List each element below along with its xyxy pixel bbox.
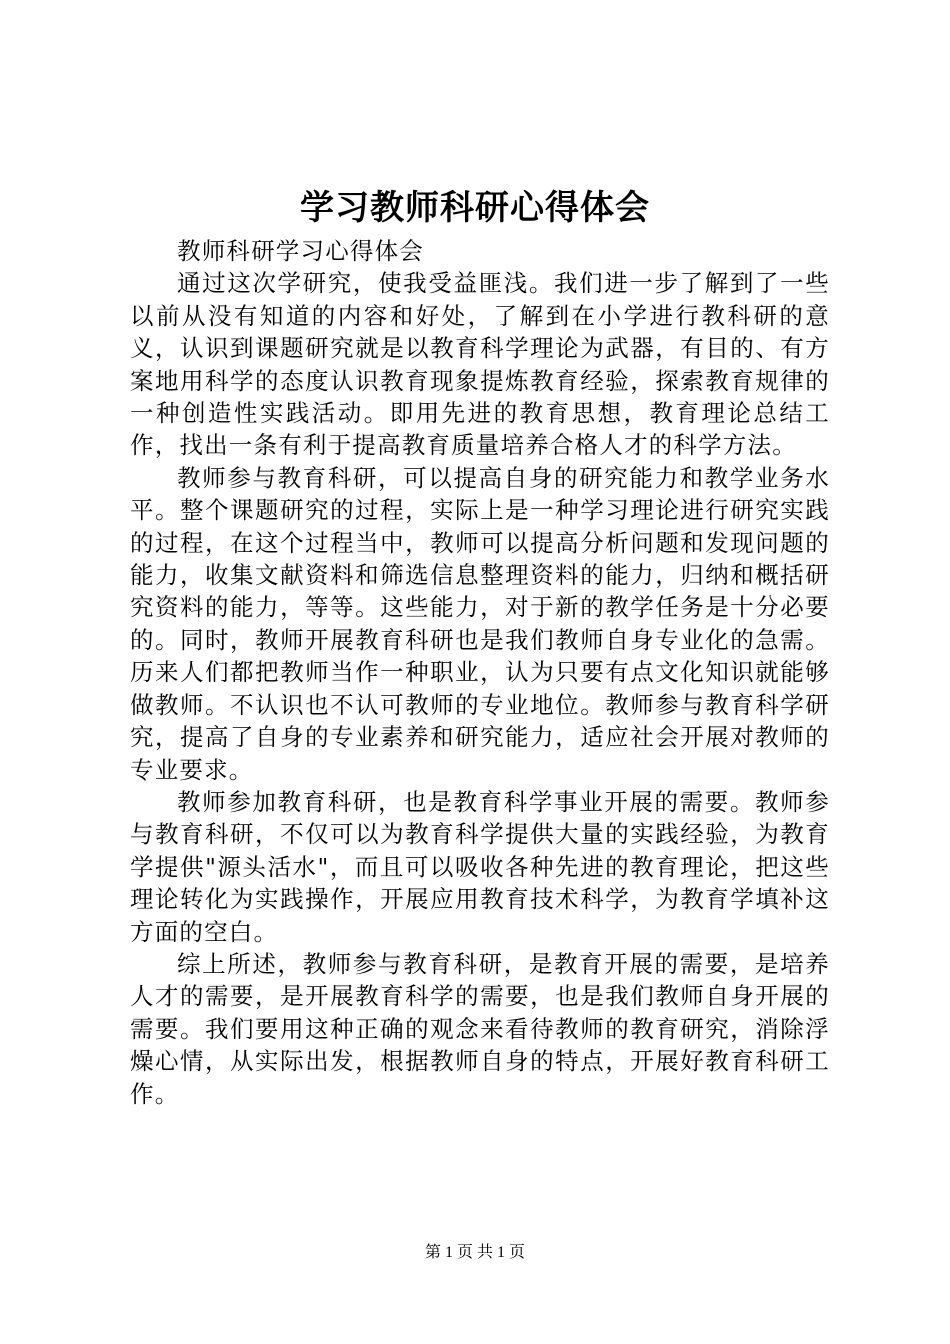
document-subtitle: 教师科研学习心得体会 [177,237,424,265]
paragraph-2: 教师参与教育科研，可以提高自身的研究能力和教学业务水平。整个课题研究的过程，实际上是一种学习理论进行研究实践的过程，在这个过程当中，教师可以提高分析问题和发现问题的能力，收集文献资料和筛选信息整理资料的能力，归纳和概括研究资料的能力，等等。这些能力，对于新的教学任务是十分必要的。同时，教师开展教育科研也是我们教师自身专业化的急需。历来人们都把教师当作一种职业，认为只要有点文化知识就能够做教师。不认识也不认可教师的专业地位。教师参与教育科学研究，提高了自身的专业素养和研究能力，适应社会开展对教师的专业要求。 [130,463,830,784]
document-body [130,235,830,1110]
page-footer: 第 1 页 共 1 页 [424,1244,525,1261]
document-title: 学习教师科研心得体会 [300,188,650,228]
paragraph-4: 综上所述，教师参与教育科研，是教育开展的需要，是培养人才的需要，是开展教育科学的需要，也是我们教师自身开展的需要。我们要用这种正确的观念来看待教师的教育研究，消除浮燥心情，从实际出发，根据教师自身的特点，开展好教育科研工作。 [130,949,830,1108]
paragraph-3: 教师参加教育科研，也是教育科学事业开展的需要。教师参与教育科研，不仅可以为教育科学提供大量的实践经验，为教育学提供"源头活水"，而且可以吸收各种先进的教育理论，把这些理论转化为实践操作，开展应用教育技术科学，为教育学填补这方面的空白。 [130,787,830,946]
paragraph-1: 通过这次学研究，使我受益匪浅。我们进一步了解到了一些以前从没有知道的内容和好处，了解到在小学进行教科研的意义，认识到课题研究就是以教育科学理论为武器，有目的、有方案地用科学的态度认识教育现象提炼教育经验，探索教育规律的一种创造性实践活动。即用先进的教育思想，教育理论总结工作，找出一条有利于提高教育质量培养合格人才的科学方法。 [130,269,830,460]
